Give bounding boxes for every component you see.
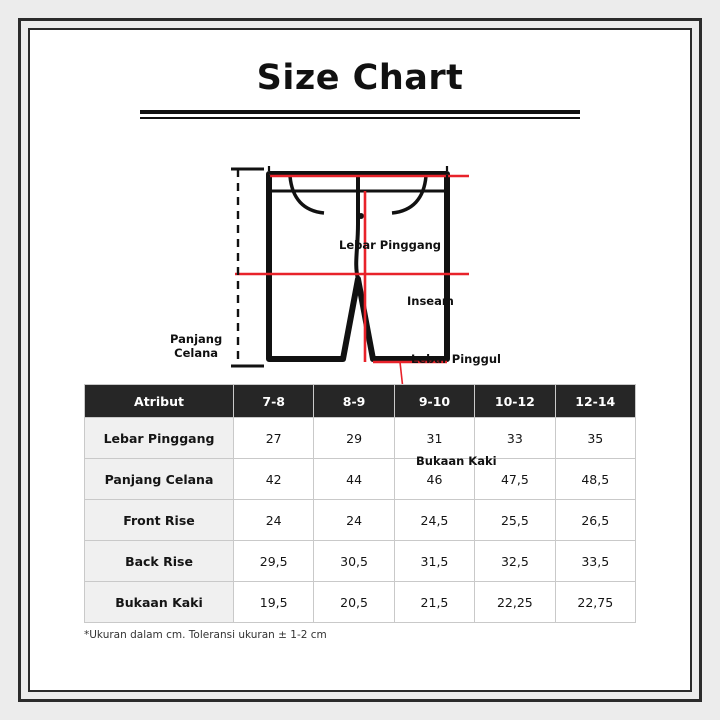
table-header-size-3: 9-10	[394, 385, 474, 418]
table-row	[85, 459, 636, 500]
label-leg-opening: Bukaan Kaki	[416, 454, 497, 468]
row-value: 29	[314, 418, 394, 459]
table-header-row	[85, 385, 636, 418]
row-value: 35	[555, 418, 635, 459]
row-value: 27	[234, 418, 314, 459]
row-value: 48,5	[555, 459, 635, 500]
leg-opening-leader	[400, 362, 410, 384]
size-table-head	[85, 385, 636, 418]
row-value: 31,5	[394, 541, 474, 582]
row-value: 44	[314, 459, 394, 500]
row-value: 24,5	[394, 500, 474, 541]
page-content	[28, 28, 692, 692]
row-value: 42	[234, 459, 314, 500]
label-waist-width: Lebar Pinggang	[339, 238, 441, 252]
row-value: 33,5	[555, 541, 635, 582]
row-value: 33	[475, 418, 555, 459]
table-header-size-1: 7-8	[234, 385, 314, 418]
button-dot	[358, 213, 364, 219]
row-attribute: Bukaan Kaki	[85, 582, 234, 623]
label-pants-length-line1: Panjang	[170, 332, 223, 346]
table-row	[85, 500, 636, 541]
page-title: Size Chart	[256, 58, 464, 98]
row-value: 29,5	[234, 541, 314, 582]
label-hip-width: Lebar Pinggul	[411, 352, 501, 366]
row-attribute: Front Rise	[85, 500, 234, 541]
measurement-note: *Ukuran dalam cm. Toleransi ukuran ± 1-2 cm	[84, 629, 327, 641]
title-divider	[140, 110, 580, 119]
table-header-size-2: 8-9	[314, 385, 394, 418]
size-table	[84, 384, 636, 623]
label-inseam: Inseam	[407, 294, 454, 308]
row-value: 24	[314, 500, 394, 541]
table-row	[85, 582, 636, 623]
row-attribute: Panjang Celana	[85, 459, 234, 500]
row-attribute: Lebar Pinggang	[85, 418, 234, 459]
row-attribute: Back Rise	[85, 541, 234, 582]
row-value: 21,5	[394, 582, 474, 623]
size-table-body	[85, 418, 636, 623]
row-value: 46	[394, 459, 474, 500]
row-value: 19,5	[234, 582, 314, 623]
table-row	[85, 418, 636, 459]
table-row	[85, 541, 636, 582]
row-value: 24	[234, 500, 314, 541]
label-pants-length	[170, 332, 222, 361]
row-value: 47,5	[475, 459, 555, 500]
center-seam	[356, 176, 358, 279]
row-value: 20,5	[314, 582, 394, 623]
row-value: 25,5	[475, 500, 555, 541]
row-value: 22,75	[555, 582, 635, 623]
row-value: 22,25	[475, 582, 555, 623]
row-value: 32,5	[475, 541, 555, 582]
label-pants-length-line2: Celana	[174, 346, 219, 361]
row-value: 26,5	[555, 500, 635, 541]
table-header-attribute: Atribut	[85, 385, 234, 418]
table-header-size-4: 10-12	[475, 385, 555, 418]
table-header-size-5: 12-14	[555, 385, 635, 418]
title-divider-thick	[140, 110, 580, 114]
row-value: 30,5	[314, 541, 394, 582]
row-value: 31	[394, 418, 474, 459]
